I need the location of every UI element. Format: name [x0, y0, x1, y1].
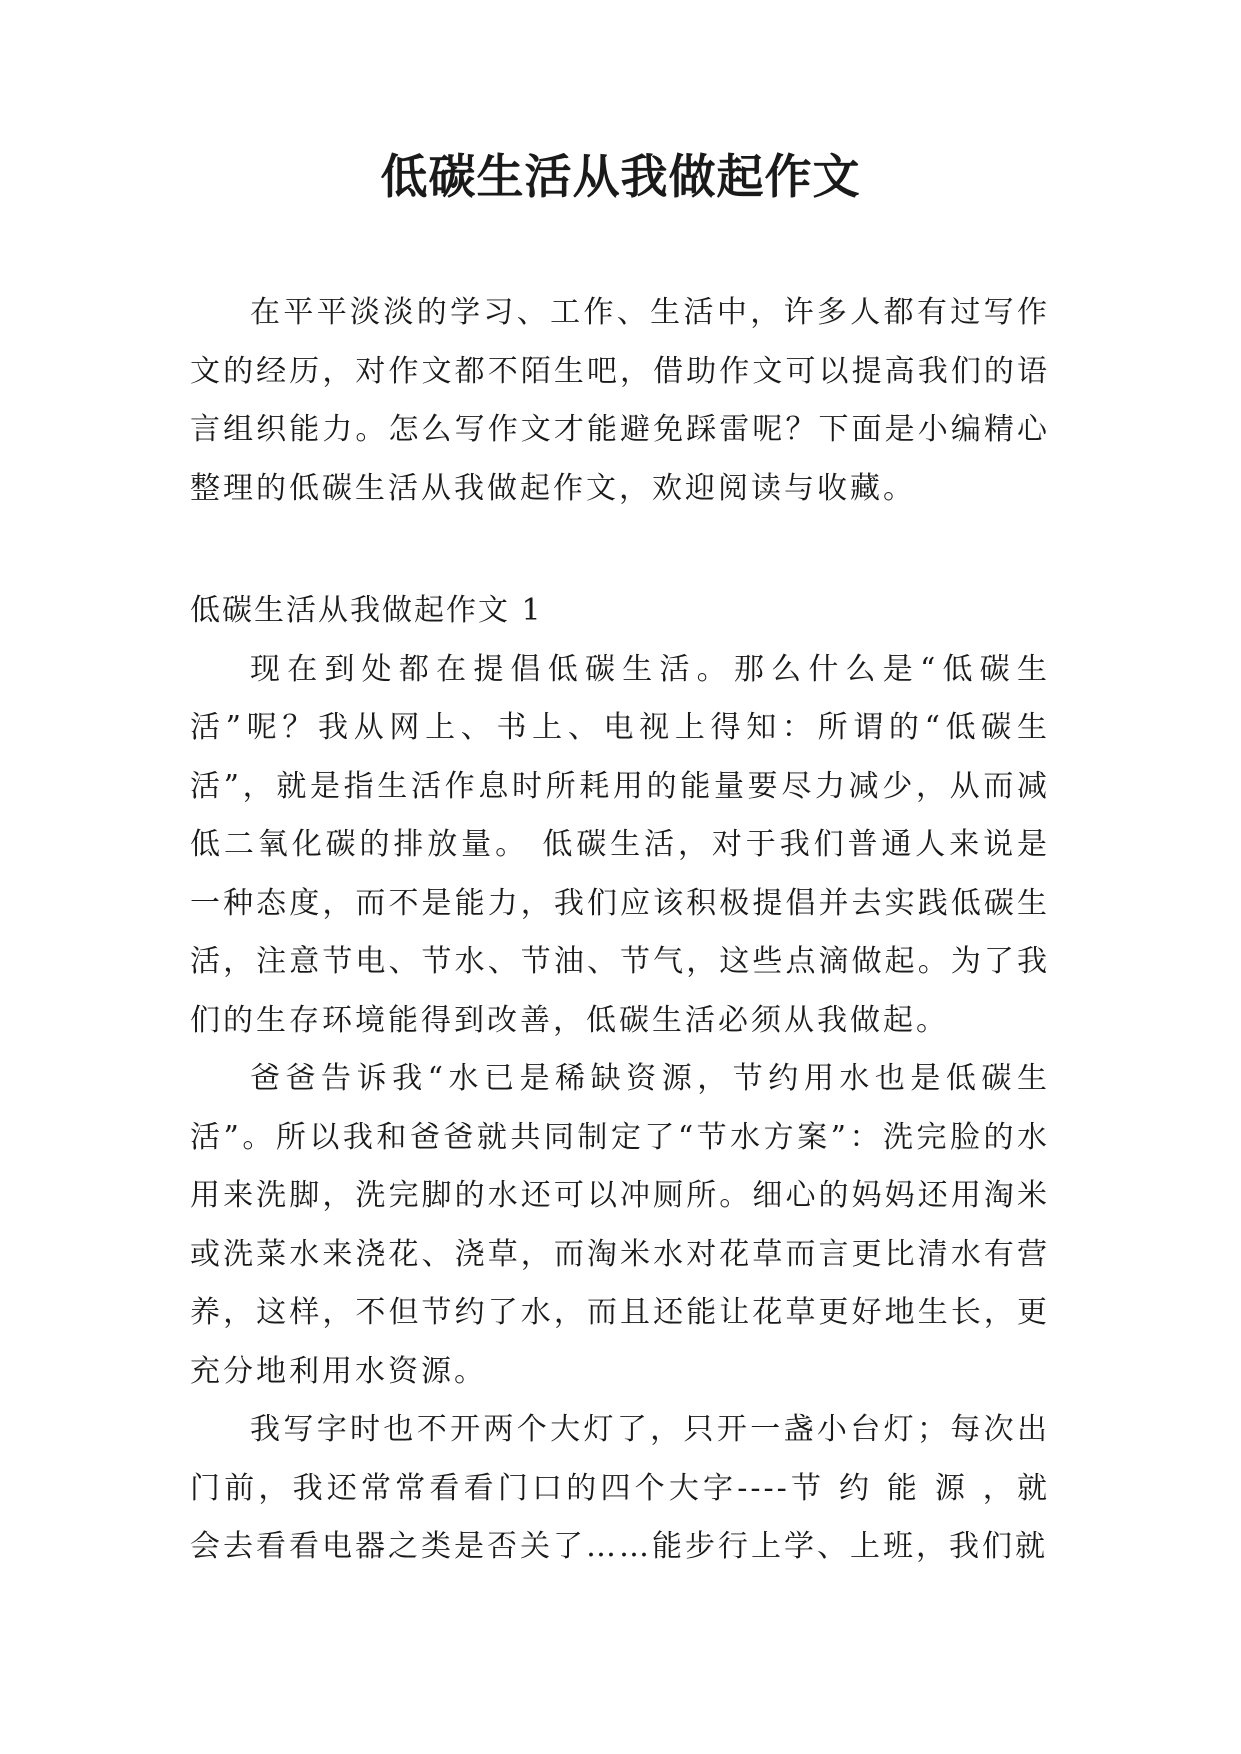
body-paragraph-3: 我写字时也不开两个大灯了，只开一盏小台灯；每次出门前，我还常常看看门口的四个大字----节 约 能 源 ，就会去看看电器之类是否关了……能步行上学、上班，我们就	[190, 1412, 1050, 1564]
body-paragraph-1: 现在到处都在提倡低碳生活。那么什么是“低碳生活”呢？我从网上、书上、电视上得知：所谓的“低碳生活”，就是指生活作息时所耗用的能量要尽力减少，从而减低二氧化碳的排放量。 低碳生活，对于我们普通人来说是一种态度，而不是能力，我们应该积极提倡并去实践低碳生活，注意节电、节水、节油、节气，这些点滴做起。为了我们的生存环境能得到改善，低碳生活必须从我做起。	[190, 651, 1050, 1038]
intro-paragraph: 在平平淡淡的学习、工作、生活中，许多人都有过写作文的经历，对作文都不陌生吧，借助作文可以提高我们的语言组织能力。怎么写作文才能避免踩雷呢？下面是小编精心整理的低碳生活从我做起作文，欢迎阅读与收藏。	[190, 295, 1050, 506]
body-paragraph-2: 爸爸告诉我“水已是稀缺资源，节约用水也是低碳生活”。所以我和爸爸就共同制定了“节水方案”：洗完脸的水用来洗脚，洗完脚的水还可以冲厕所。细心的妈妈还用淘米或洗菜水来浇花、浇草，而淘米水对花草而言更比清水有营养，这样，不但节约了水，而且还能让花草更好地生长，更充分地利用水资源。	[190, 1061, 1050, 1389]
section-heading: 低碳生活从我做起作文 1	[190, 593, 543, 628]
document-body	[190, 284, 1050, 1577]
document-title: 低碳生活从我做起作文	[380, 150, 861, 205]
